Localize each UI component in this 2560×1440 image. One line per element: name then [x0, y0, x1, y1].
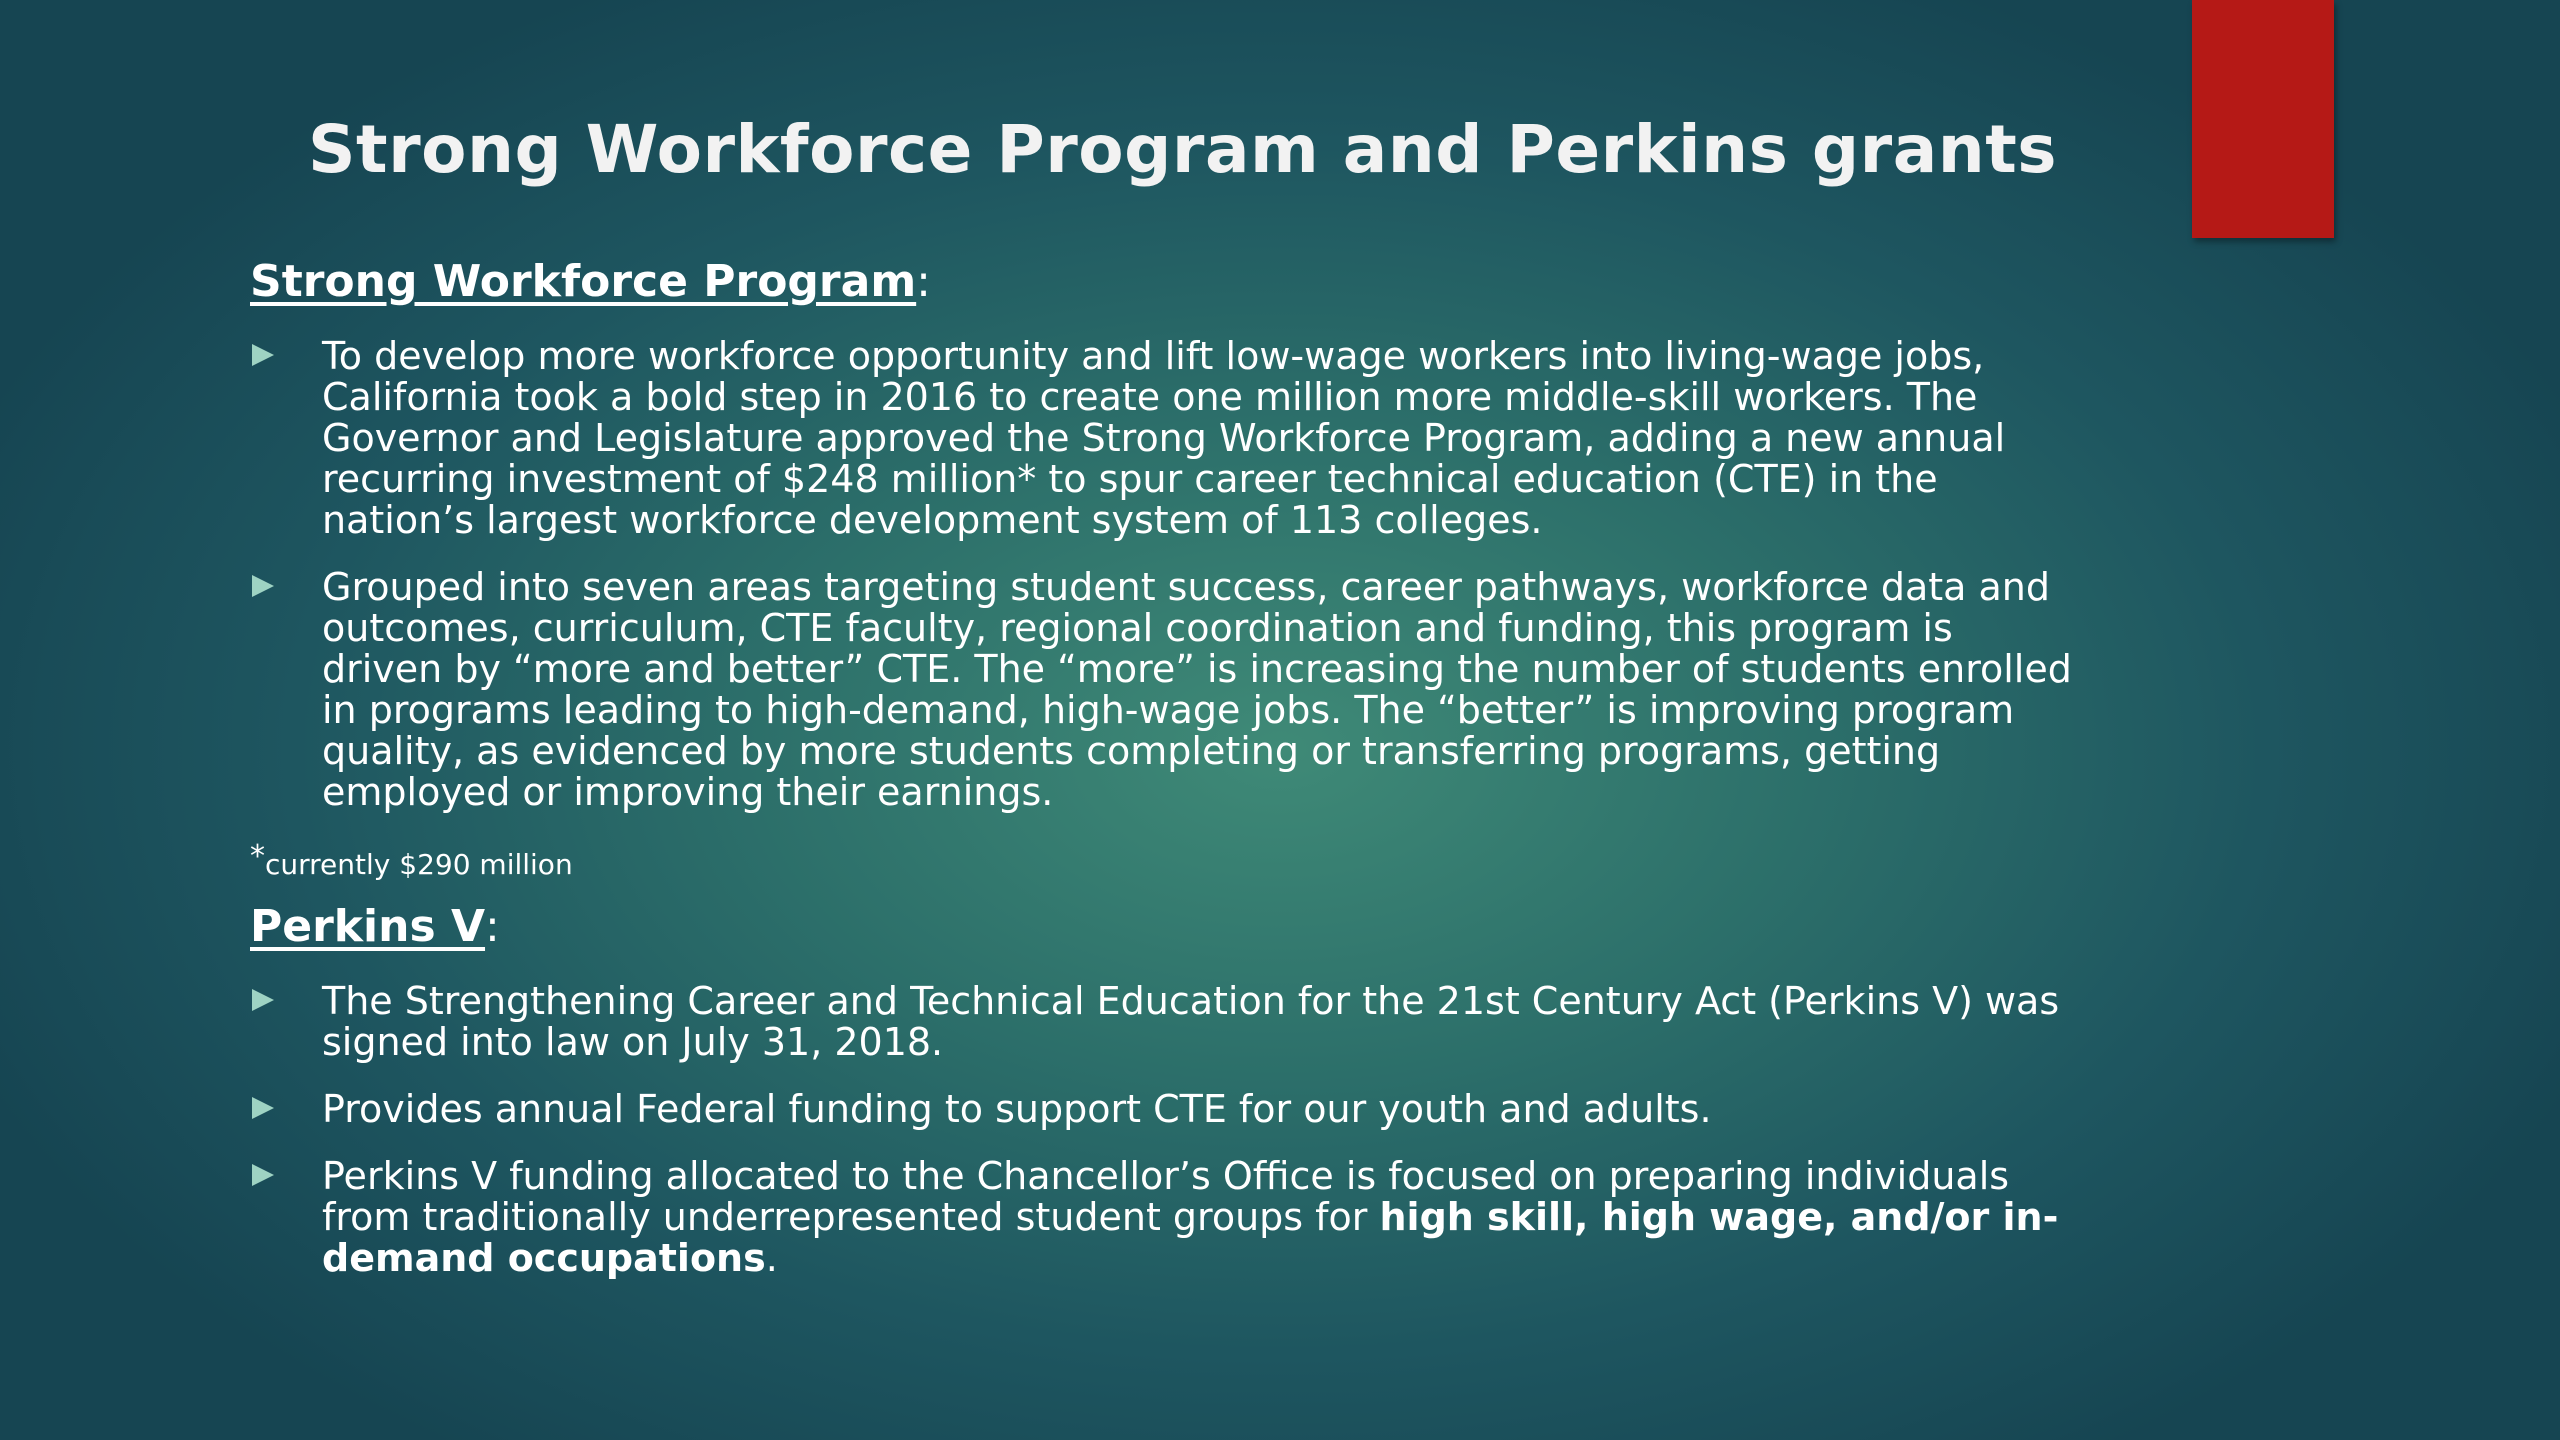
bullet-list-strong-workforce	[250, 336, 2080, 813]
accent-bar	[2192, 0, 2334, 238]
arrow-bullet-icon	[252, 1164, 274, 1186]
list-item	[250, 1089, 2080, 1130]
bullet-text-end: .	[765, 1236, 778, 1280]
section-heading-text: Perkins V	[250, 901, 486, 952]
bullet-bold-text: high skill, high wage, and/or in-demand occupations	[322, 1195, 2059, 1280]
arrow-bullet-icon	[252, 989, 274, 1011]
section-heading-strong-workforce	[250, 250, 2080, 314]
arrow-bullet-icon	[252, 575, 274, 597]
list-item	[250, 981, 2080, 1063]
footnote-mark: *	[250, 839, 265, 874]
bullet-text: The Strengthening Career and Technical Education for the 21st Century Act (Perkins V) was signed into law on July 31, 2018.	[322, 979, 2060, 1064]
bullet-list-perkins	[250, 981, 2080, 1279]
slide-content	[250, 250, 2080, 1279]
bullet-text: Grouped into seven areas targeting student success, career pathways, workforce data and outcomes, curriculum, CTE faculty, regional coordination and funding, this program is driven by “more and better” CTE. The “more” is increasing the number of students enrolled in programs leading to high-demand, high-wage jobs. The “better” is improving program quality, as evidenced by more students completing or transferring programs, getting employed or improving their earnings.	[322, 565, 2072, 814]
section-heading-colon: :	[485, 901, 500, 952]
arrow-bullet-icon	[252, 344, 274, 366]
list-item	[250, 1156, 2080, 1279]
footnote-text: currently $290 million	[265, 848, 573, 881]
section-heading-colon: :	[916, 256, 931, 307]
arrow-bullet-icon	[252, 1097, 274, 1119]
bullet-text: Perkins V funding allocated to the Chancellor’s Office is focused on preparing individuals from traditionally underrepresented student groups for	[322, 1154, 2010, 1239]
slide-title: Strong Workforce Program and Perkins grants	[308, 111, 2058, 188]
list-item	[250, 336, 2080, 541]
footnote	[250, 837, 2080, 885]
bullet-text: To develop more workforce opportunity and lift low-wage workers into living-wage jobs, California took a bold step in 2016 to create one million more middle-skill workers. The Governor and Legislature approved the Strong Workforce Program, adding a new annual recurring investment of $248 million* to spur career technical education (CTE) in the nation’s largest workforce development system of 113 colleges.	[322, 334, 2006, 542]
section-heading-text: Strong Workforce Program	[250, 256, 917, 307]
list-item	[250, 567, 2080, 813]
bullet-text: Provides annual Federal funding to support CTE for our youth and adults.	[322, 1087, 1712, 1131]
section-heading-perkins	[250, 895, 2080, 959]
